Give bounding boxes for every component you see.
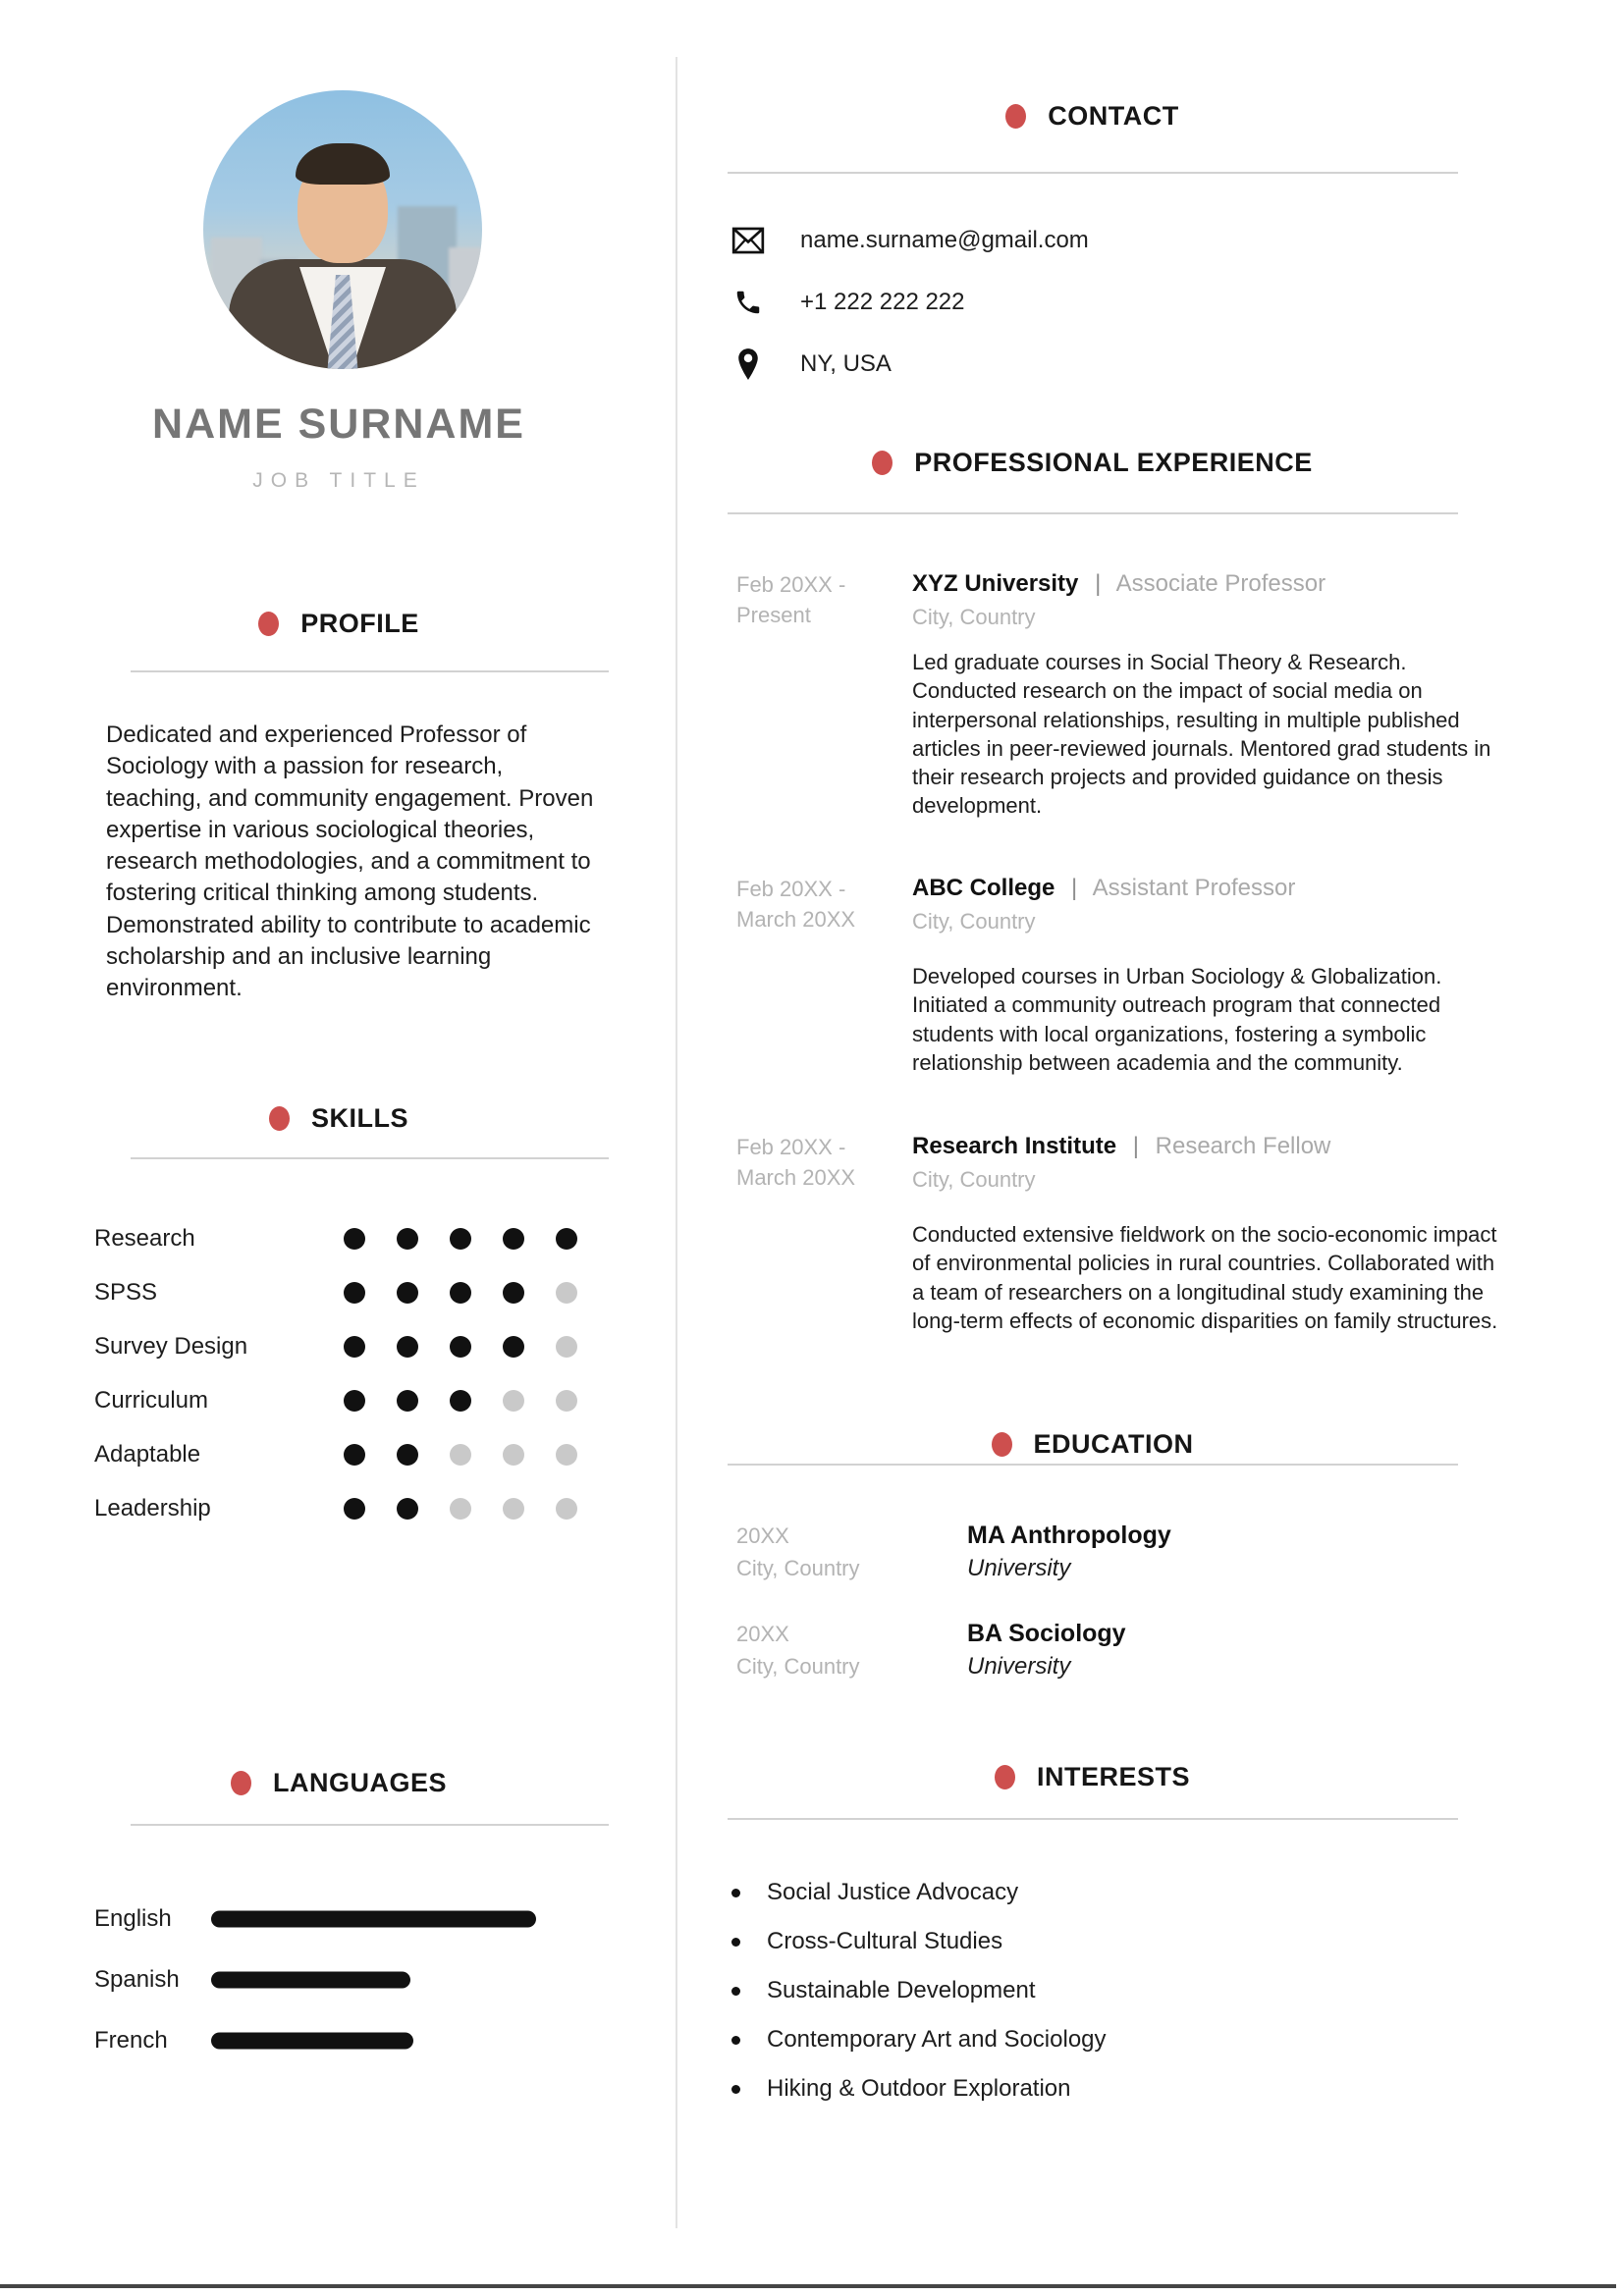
language-label: Spanish (94, 1966, 180, 1993)
education-section-heading (727, 1428, 1458, 1460)
interest-item (731, 1927, 1107, 1956)
skill-dot-empty (556, 1336, 577, 1358)
languages-list (0, 1906, 677, 2054)
skill-row (0, 1387, 677, 1414)
education-meta (736, 1520, 967, 1584)
skill-row (0, 1225, 677, 1252)
experience-company: XYZ University (912, 570, 1079, 597)
photo-hair (296, 143, 390, 185)
skill-rating (344, 1282, 577, 1304)
skill-dot-filled (397, 1282, 418, 1304)
education-section-title: EDUCATION (1033, 1428, 1194, 1459)
skill-label: Adaptable (94, 1441, 201, 1468)
interest-item (731, 1878, 1107, 1907)
person-job-title: JOB TITLE (252, 469, 425, 492)
education-entry (736, 1618, 1424, 1682)
skill-dot-filled (503, 1282, 524, 1304)
section-dot-icon (258, 612, 279, 636)
bullet-icon (731, 2085, 740, 2094)
interest-label: Sustainable Development (767, 1977, 1036, 2003)
experience-section-title: PROFESSIONAL EXPERIENCE (914, 447, 1313, 477)
skill-dot-filled (503, 1228, 524, 1250)
education-meta (736, 1618, 967, 1682)
skill-dot-filled (344, 1498, 365, 1520)
contact-email-row (731, 218, 1089, 263)
experience-description: Developed courses in Urban Sociology & Globalization. Initiated a community outreach program that connected students with local organizations, fostering a symbolic relationship between academia and the community. (912, 964, 1442, 1075)
languages-section-heading (0, 1767, 677, 1798)
language-label: French (94, 2027, 168, 2054)
bullet-icon (731, 1938, 740, 1947)
skill-dot-filled (344, 1282, 365, 1304)
contact-section-title: CONTACT (1048, 100, 1179, 131)
skill-dot-filled (556, 1228, 577, 1250)
skill-dot-filled (450, 1282, 471, 1304)
skill-row (0, 1441, 677, 1468)
section-dot-icon (1005, 104, 1026, 129)
section-underline (131, 1824, 609, 1826)
skill-label: SPSS (94, 1279, 158, 1306)
skill-dot-empty (556, 1498, 577, 1520)
experience-dates: Feb 20XX - Present (736, 572, 846, 627)
experience-title-line (912, 569, 1512, 599)
experience-title-line (912, 874, 1512, 903)
experience-location: City, Country (912, 1167, 1036, 1192)
experience-details (912, 874, 1512, 1077)
skill-dot-filled (397, 1228, 418, 1250)
experience-title-line (912, 1132, 1512, 1161)
profile-summary: Dedicated and experienced Professor of Sociology with a passion for research, teaching, and community engagement. Proven expertise in various sociological theories, research methodologies, and a commitment to fostering critical thinking among students. Demonstrated ability to contribute to academic scholarship and an inclusive learning environment. (106, 721, 594, 1002)
skill-label: Survey Design (94, 1333, 248, 1360)
experience-dates: Feb 20XX - March 20XX (736, 1135, 856, 1190)
bullet-icon (731, 2036, 740, 2045)
section-dot-icon (872, 451, 893, 475)
education-year: 20XX (736, 1622, 789, 1646)
education-location: City, Country (736, 1556, 860, 1580)
skill-label: Leadership (94, 1495, 211, 1522)
experience-description: Conducted extensive fieldwork on the socio-economic impact of environmental policies in rural countries. Collaborated with a team of researchers on a longitudinal study examining the long-term effects of economic disparities on family structures. (912, 1222, 1498, 1333)
section-underline (131, 670, 609, 672)
section-underline (728, 1818, 1458, 1820)
skill-dot-filled (397, 1444, 418, 1466)
language-row (0, 2028, 677, 2054)
language-level-bar (211, 1972, 410, 1989)
skill-dot-filled (397, 1498, 418, 1520)
experience-dates: Feb 20XX - March 20XX (736, 877, 856, 932)
experience-location: City, Country (912, 909, 1036, 934)
skill-dot-filled (503, 1336, 524, 1358)
skill-rating (344, 1336, 577, 1358)
experience-entry (736, 569, 1512, 821)
email-icon (731, 223, 765, 258)
skill-dot-filled (344, 1228, 365, 1250)
language-level-bar (211, 1911, 536, 1928)
education-school: University (967, 1653, 1071, 1680)
experience-description: Led graduate courses in Social Theory & Research. Conducted research on the impact of social media on interpersonal relationships, resulting in multiple published articles in peer-reviewed journals. Mentored grad students in their research projects and provided guidance on thesis development. (912, 650, 1491, 819)
skill-dot-filled (450, 1228, 471, 1250)
contact-location-row (731, 342, 1089, 387)
skill-dot-filled (450, 1336, 471, 1358)
skill-rating (344, 1228, 577, 1250)
location-icon (731, 347, 765, 382)
person-name: NAME SURNAME (152, 400, 525, 448)
education-degree: MA Anthropology (967, 1522, 1171, 1549)
section-underline (728, 512, 1458, 514)
experience-entry (736, 874, 1512, 1077)
interest-label: Cross-Cultural Studies (767, 1928, 1003, 1954)
contact-list (731, 218, 1089, 387)
title-separator: | (1071, 875, 1078, 901)
skill-dot-filled (397, 1336, 418, 1358)
education-degree: BA Sociology (967, 1620, 1126, 1647)
column-divider (676, 57, 677, 2228)
language-level-bar (211, 2033, 413, 2050)
skill-label: Curriculum (94, 1387, 209, 1414)
skill-row (0, 1279, 677, 1306)
experience-role: Assistant Professor (1092, 875, 1296, 901)
skill-dot-empty (556, 1444, 577, 1466)
interest-item (731, 2025, 1107, 2055)
bullet-icon (731, 1889, 740, 1897)
interest-label: Contemporary Art and Sociology (767, 2026, 1107, 2053)
experience-location: City, Country (912, 605, 1036, 629)
experience-company: ABC College (912, 875, 1055, 901)
section-dot-icon (269, 1106, 290, 1131)
skill-dot-empty (503, 1390, 524, 1412)
profile-photo (203, 90, 482, 369)
skill-row (0, 1333, 677, 1360)
contact-section-heading (727, 100, 1458, 132)
skills-list (0, 1225, 677, 1522)
interest-item (731, 2074, 1107, 2104)
contact-email: name.surname@gmail.com (800, 227, 1089, 253)
contact-phone: +1 222 222 222 (800, 289, 965, 315)
interest-label: Hiking & Outdoor Exploration (767, 2075, 1071, 2102)
skill-rating (344, 1444, 577, 1466)
section-underline (728, 172, 1458, 174)
skill-label: Research (94, 1225, 195, 1252)
skill-dot-empty (503, 1444, 524, 1466)
education-year: 20XX (736, 1523, 789, 1548)
skills-section-heading (0, 1102, 677, 1134)
education-details (967, 1618, 1424, 1682)
language-row (0, 1967, 677, 1993)
interests-section-heading (727, 1761, 1458, 1792)
contact-phone-row (731, 280, 1089, 325)
experience-company: Research Institute (912, 1133, 1117, 1159)
experience-section-heading (727, 447, 1458, 478)
section-underline (131, 1157, 609, 1159)
phone-icon (731, 285, 765, 320)
language-row (0, 1906, 677, 1932)
skill-row (0, 1495, 677, 1522)
contact-location: NY, USA (800, 350, 892, 377)
profile-section-heading (0, 608, 677, 639)
profile-section-title: PROFILE (300, 608, 419, 638)
education-school: University (967, 1555, 1071, 1581)
title-separator: | (1095, 570, 1102, 597)
section-dot-icon (992, 1432, 1012, 1457)
section-dot-icon (995, 1765, 1015, 1789)
experience-role: Associate Professor (1115, 570, 1326, 597)
skill-dot-filled (344, 1336, 365, 1358)
language-label: English (94, 1905, 172, 1932)
skills-section-title: SKILLS (310, 1102, 408, 1133)
interest-label: Social Justice Advocacy (767, 1879, 1019, 1905)
skill-rating (344, 1498, 577, 1520)
interests-section-title: INTERESTS (1036, 1761, 1191, 1791)
education-location: City, Country (736, 1654, 860, 1679)
skill-dot-empty (450, 1498, 471, 1520)
skill-dot-empty (450, 1444, 471, 1466)
experience-entry (736, 1132, 1512, 1335)
skill-dot-empty (556, 1282, 577, 1304)
page-bottom-rule (0, 2284, 1616, 2288)
languages-section-title: LANGUAGES (272, 1767, 447, 1797)
skill-dot-filled (397, 1390, 418, 1412)
section-dot-icon (231, 1771, 251, 1795)
skill-dot-filled (344, 1390, 365, 1412)
skill-rating (344, 1390, 577, 1412)
experience-details (912, 1132, 1512, 1335)
experience-details (912, 569, 1512, 821)
title-separator: | (1132, 1133, 1139, 1159)
skill-dot-filled (450, 1390, 471, 1412)
experience-role: Research Fellow (1155, 1133, 1331, 1159)
skill-dot-empty (556, 1390, 577, 1412)
interest-item (731, 1976, 1107, 2005)
bullet-icon (731, 1987, 740, 1996)
section-underline (728, 1464, 1458, 1466)
skill-dot-filled (344, 1444, 365, 1466)
skill-dot-empty (503, 1498, 524, 1520)
interests-list (731, 1878, 1107, 2104)
education-details (967, 1520, 1424, 1584)
education-entry (736, 1520, 1424, 1584)
